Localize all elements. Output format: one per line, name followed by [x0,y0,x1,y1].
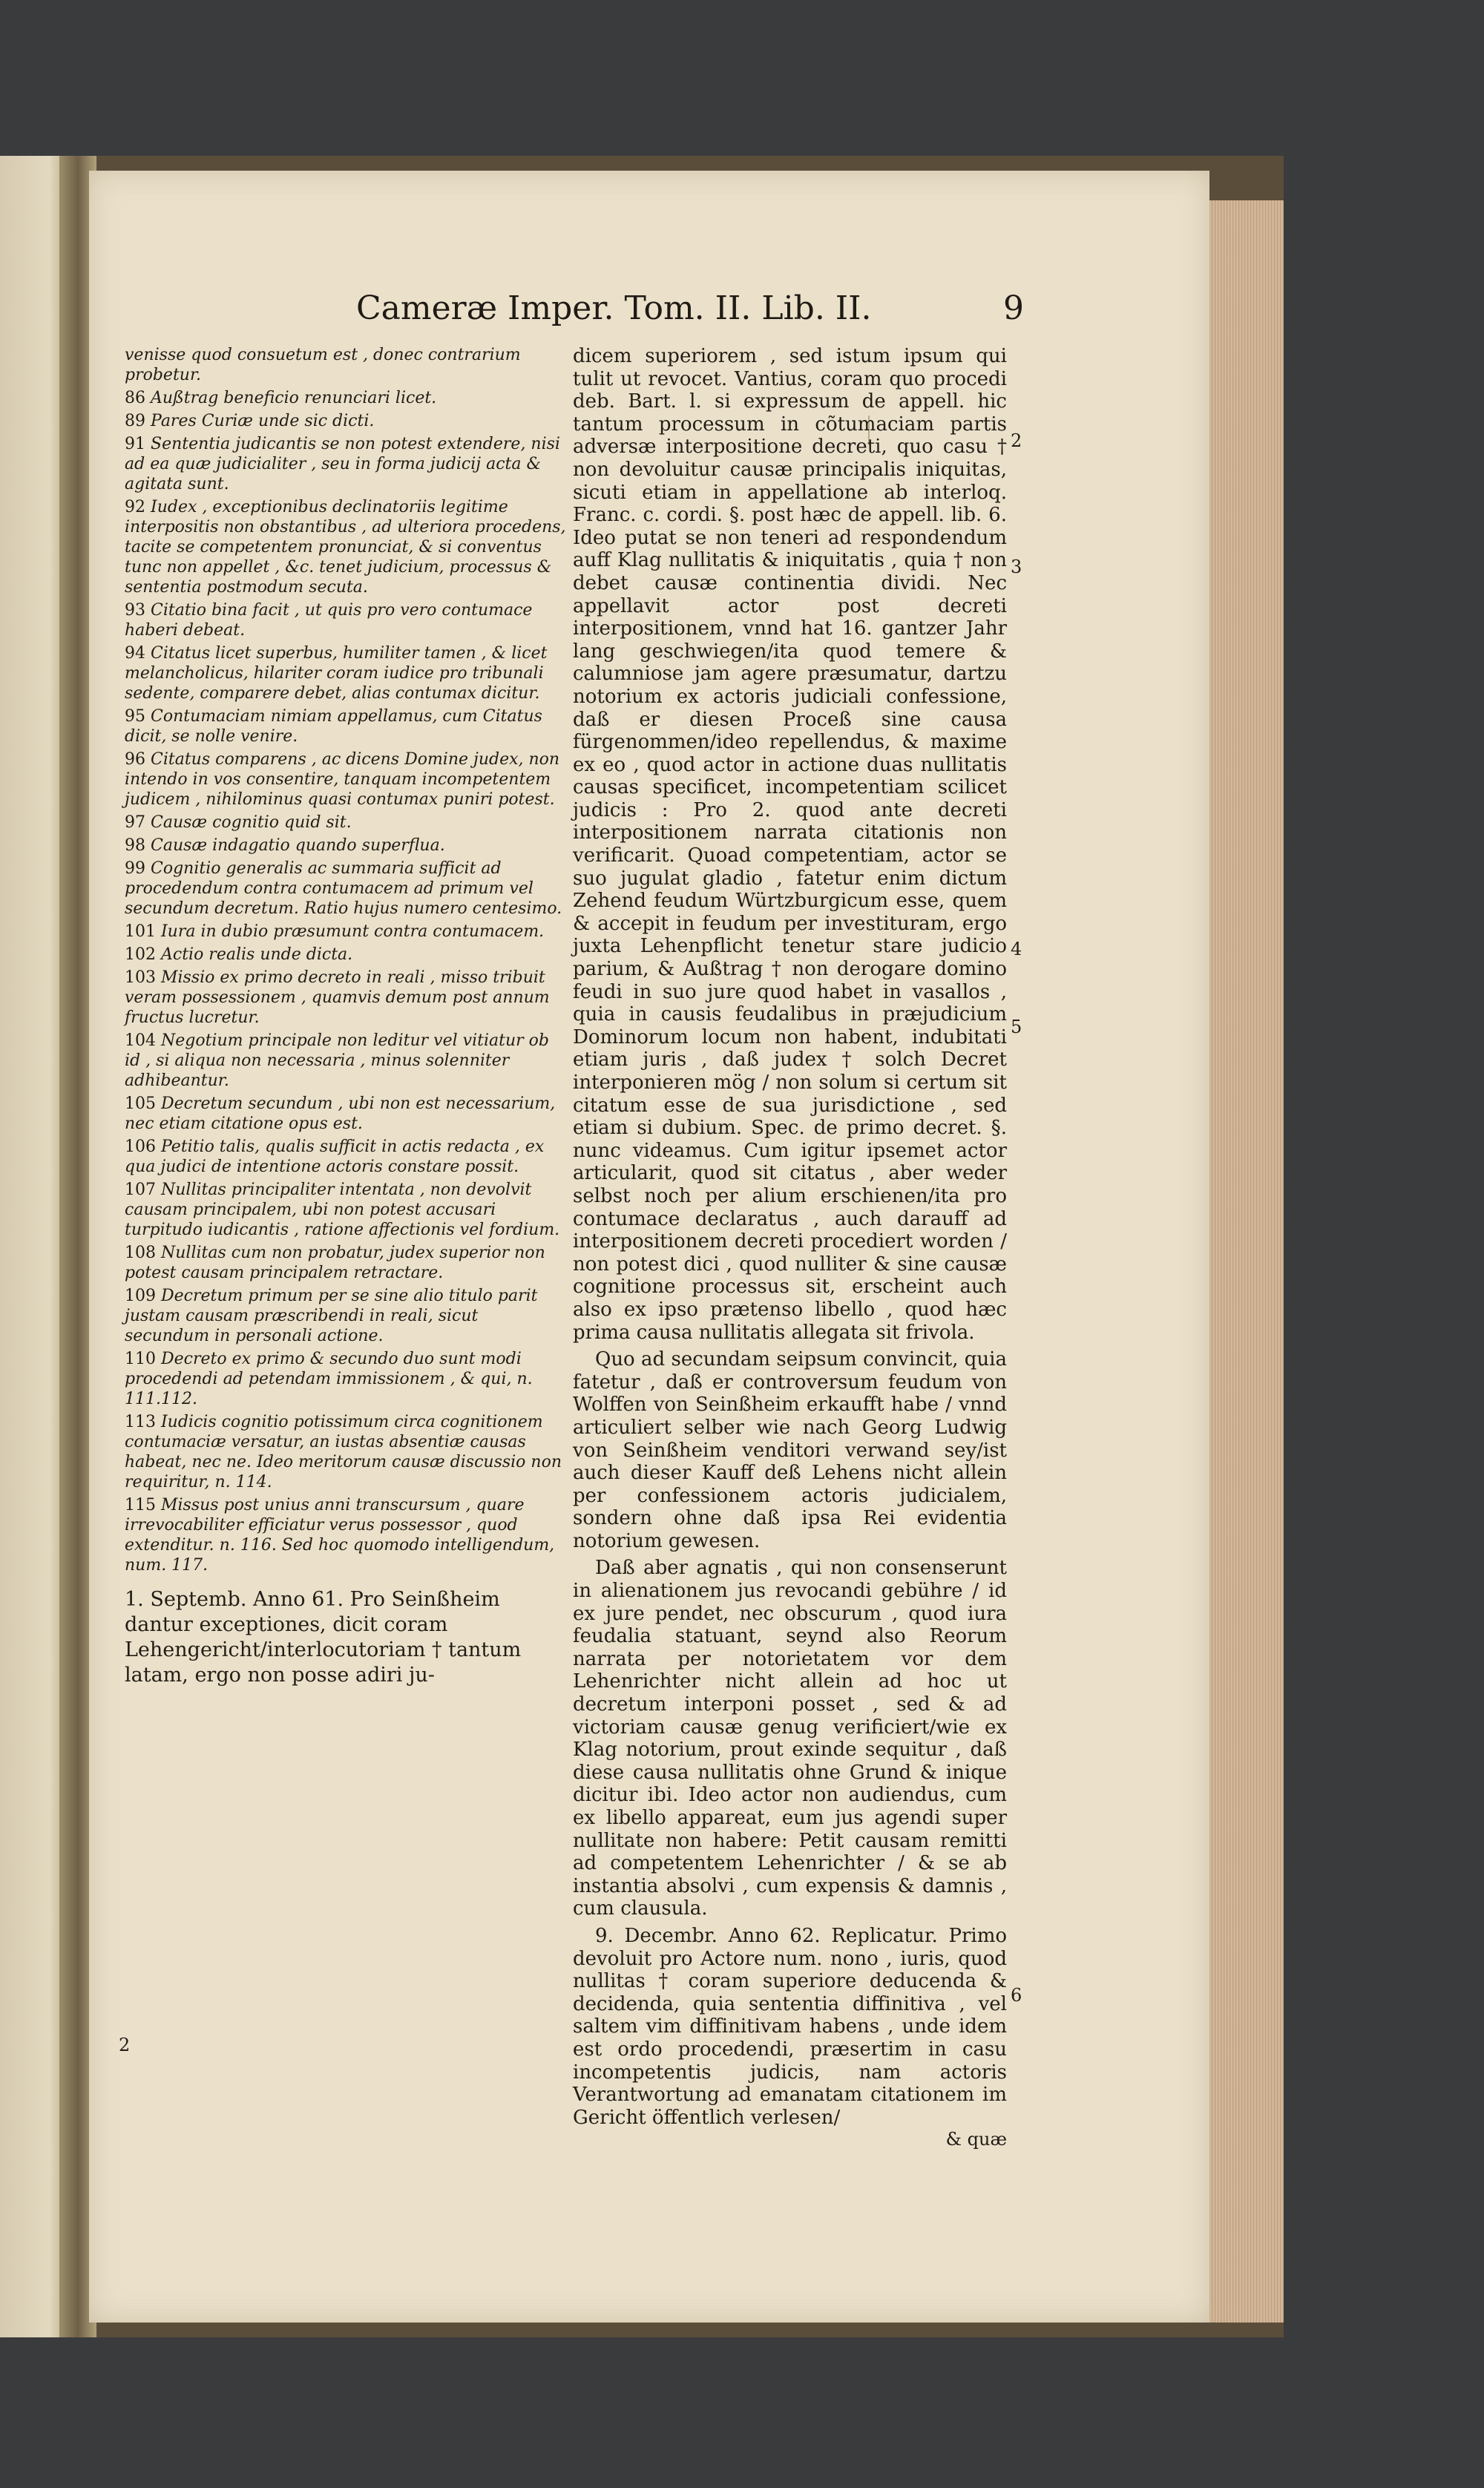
summary-entry-text: Contumaciam nimiam appellamus, cum Citatus dicit, se nolle venire. [125,707,542,746]
summary-entry [125,945,566,965]
summary-entry-text: Missio ex primo decreto in reali , misso tribuit veram possessionem , quamvis demum post annum fructus lucretur. [125,968,550,1027]
margin-numbers [1011,345,1040,2126]
margin-number: 4 [1011,939,1022,959]
summary-entry-text: Citatus comparens , ac dicens Domine judex, non intendo in vos consentire, tanquam incompetentem judicem , nihilominus quasi contumax puniri potest. [125,750,560,809]
summary-entry-number: 103 [125,968,161,987]
summary-entry-number: 105 [125,1094,161,1113]
summary-entry [125,1349,566,1409]
summary-entry [125,922,566,942]
summary-entry [125,1495,566,1575]
body-column [573,345,1007,2150]
summary-entry-text: Actio realis unde dicta. [160,945,353,964]
summary-entry-text: Iura in dubio præsumunt contra contumacem. [160,922,545,941]
summary-entry-text: Decretum primum per se sine alio titulo parit justam causam præscribendi in reali, sicut secundum in personali actione. [125,1287,538,1345]
body-paragraph: Daß aber agnatis , qui non consenserunt in alienationem jus revocandi gebühre / id ex jure pendet, nec obscurum , quod iura feudalia statuant, seynd also Reorum narrata per notorietatem vor dem Lehenrichter nicht allein ad hoc ut decretum interponi posset , sed & ad victoriam causæ genug verificiert/wie ex Klag notorium, prout exinde sequitur , daß diese causa nullitatis ohne Grund & inique dicitur ibi. Ideo actor non audiendus, cum ex libello appareat, eum jus agendi super nullitate non habere: Petit causam remitti ad competentem Lehenrichter / & se ab instantia absolvi , cum expensis & damnis , cum clausula. [573,1557,1007,1920]
summary-entry-text: Iudex , exceptionibus declinatoriis legitime interpositis non obstantibus , ad ulteriora procedens, tacite se competentem pronunciat, & si conventus tunc non appellet , &c. tenet judicium, processus & sententia postmodum secuta. [125,498,566,597]
summary-entry-text: Citatus licet superbus, humiliter tamen , & licet melancholicus, hilariter coram iudice pro tribunali sedente, comparere debet, alias contumax dicitur. [125,644,548,703]
page-fore-edge [1209,200,1284,2323]
summary-column [125,345,566,2052]
summary-entry [125,345,566,385]
summary-entry-number: 104 [125,1031,161,1050]
summary-entry [125,1137,566,1177]
summary-entry-number: 97 [125,813,151,832]
summary-entry-number: 96 [125,750,151,769]
summary-entry [125,1412,566,1492]
page-number: 9 [1003,289,1024,327]
body-paragraph: Quo ad secundam seipsum convincit, quia fatetur , daß er controversum feudum von Wolffen von Seinßheim erkaufft habe / vnnd articuliert selber wie nach Georg Ludwig von Seinßheim venditori verwand sey/ist auch dieser Kauff deß Lehens nicht allein per confessionem actoris judicialem, sondern ohne daß ipsa Rei evidentia notorium gewesen. [573,1348,1007,1552]
summary-entry [125,434,566,494]
summary-entry-number: 107 [125,1181,161,1199]
margin-number: 3 [1011,557,1022,577]
summary-entry-number: 92 [125,498,151,516]
summary-entry-text: Causæ cognitio quid sit. [151,813,352,832]
body-text [573,345,1007,2150]
summary-entry-text: Decreto ex primo & secundo duo sunt modi procedendi ad petendam immissionem , & qui, n. 111.112. [125,1350,533,1408]
summary-entry-number: 101 [125,922,161,941]
summary-entry-number: 106 [125,1138,161,1156]
left-margin-note: 2 [119,2035,131,2055]
summary-entry [125,1243,566,1283]
summary-entry-number: 99 [125,859,151,878]
catchword: & quæ [945,2129,1007,2150]
summary-entry [125,643,566,703]
summary-entry [125,813,566,833]
summary-entry-number: 113 [125,1413,161,1431]
summary-entry-text: venisse quod consuetum est , donec contrarium probetur. [125,346,521,384]
summary-entry-number: 94 [125,644,151,663]
summary-entry-text: Causæ indagatio quando superflua. [151,836,445,855]
summary-list [125,345,566,1575]
summary-entry-number: 109 [125,1287,161,1305]
margin-number: 2 [1011,430,1022,451]
summary-entry [125,749,566,810]
summary-entry-number: 102 [125,945,161,964]
summary-entry [125,706,566,746]
summary-entry-number: 108 [125,1244,161,1262]
summary-entry [125,1031,566,1091]
running-head-title: Cameræ Imper. Tom. II. Lib. II. [356,289,872,327]
summary-entry-number: 95 [125,707,151,726]
summary-entry-text: Pares Curiæ unde sic dicti. [151,412,375,430]
summary-entry-number: 93 [125,601,151,620]
body-paragraph: 9. Decembr. Anno 62. Replicatur. Primo devoluit pro Actore num. nono , iuris, quod nullitas † coram superiore deducenda & decidenda, quia sententia diffinitiva , vel saltem vim diffinitivam habens , unde idem est ordo procedendi, præsertim in casu incompetentis judicis, nam actoris Verantwortung ad emanatam citationem im Gericht öffentlich verlesen/ [573,1924,1007,2129]
summary-entry [125,968,566,1028]
margin-number: 5 [1011,1017,1022,1037]
margin-number: 6 [1011,1985,1022,2006]
summary-entry-text: Negotium principale non leditur vel vitiatur ob id , si aliqua non necessaria , minus solenniter adhibeantur. [125,1031,549,1090]
summary-entry-number: 98 [125,836,151,855]
summary-entry [125,600,566,640]
summary-entry-text: Petitio talis, qualis sufficit in actis redacta , ex qua judici de intentione actoris constare possit. [125,1138,545,1176]
summary-entry [125,388,566,408]
summary-entry-number: 115 [125,1496,161,1514]
summary-entry [125,497,566,597]
summary-entry-text: Missus post unius anni transcursum , quare irrevocabiliter efficiatur verus possessor , quod extenditur. n. 116. Sed hoc quomodo intelligendum, num. 117. [125,1496,555,1575]
summary-entry-text: Außtrag beneficio renunciari licet. [151,389,437,407]
summary-entry [125,411,566,431]
summary-entry-number: 91 [125,435,151,453]
summary-entry [125,1286,566,1346]
summary-entry-number: 86 [125,389,151,407]
body-paragraph: dicem superiorem , sed istum ipsum qui tulit ut revocet. Vantius, coram quo procedi deb. Bart. l. si expressum de appell. hic tantum processum in cõtumaciam partis adversæ interpositione decreti, quo casu † non devoluitur causæ principalis iniquitas, sicuti etiam in appellatione ab interloq. Franc. c. cordi. §. post hæc de appell. lib. 6. Ideo putat se non teneri ad respondendum auff Klag nullitatis & iniquitatis , quia † non debet causæ continentia dividi. Nec appellavit actor post decreti interpositionem, vnnd hat 16. gantzer Jahr lang geschwiegen/ita quod temere & calumniose jam agere præsumatur, dartzu notorium ex actoris judiciali confessione, daß er diesen Proceß sine causa fürgenommen/ideo repellendus, & maxime ex eo , quod actor in actione duas nullitatis causas specificet, incompetentiam scilicet judicis : Pro 2. quod ante decreti interpositionem narrata citationis non verificarit. Quoad competentiam, actor se suo jugulat gladio , fatetur enim dictum Zehend feudum Würtzburgicum esse, quem & accepit in feudum per investituram, ergo juxta Lehenpflicht tenetur stare judicio parium, & Außtrag † non derogare domino feudi in suo jure quod habet in vasallos , quia in causis feudalibus in præjudicium Dominorum locum non habent, indubitati etiam juris , daß judex † solch Decret interponieren mög / non solum si certum sit citatum esse de sua jurisdictione , sed etiam si dubium. Spec. de primo decret. §. nunc videamus. Cum igitur ipsemet actor articularit, quod sit citatus , aber weder selbst noch per alium erschienen/ita pro contumace declaratus , auch darauff ad interpositionem decreti procediert worden / non potest dici , quod nulliter & sine causæ cognitione processus sit, erscheint auch also ex ipso prætenso libello , quod hæc prima causa nullitatis allegata sit frivola. [573,345,1007,1344]
summary-entry-text: Nullitas principaliter intentata , non devolvit causam principalem, ubi non potest accusari turpitudo iudicantis , ratione affectionis vel fordium. [125,1181,560,1239]
summary-entry-text: Sententia judicantis se non potest extendere, nisi ad ea quæ judicialiter , seu in forma judicij acta & agitata sunt. [125,435,560,493]
summary-entry [125,836,566,856]
summary-entry-number: 110 [125,1350,161,1368]
summary-entry [125,1180,566,1240]
summary-entry-number: 89 [125,412,151,430]
summary-entry [125,1094,566,1134]
summary-entry-text: Iudicis cognitio potissimum circa cognitionem contumaciæ versatur, an iustas absentiæ causas habeat, nec ne. Ideo meritorum causæ discussio non requiritur, n. 114. [125,1413,562,1491]
summary-entry-text: Nullitas cum non probatur, judex superior non potest causam principalem retractare. [125,1244,545,1282]
summary-entry-text: Cognitio generalis ac summaria sufficit ad procedendum contra contumacem ad primum vel secundum decretum. Ratio hujus numero centesimo. [125,859,562,918]
left-paragraph: 1. Septemb. Anno 61. Pro Seinßheim dantur exceptiones, dicit coram Lehengericht/interlocutoriam † tantum latam, ergo non posse adiri ju- [125,1588,522,1687]
summary-entry-text: Citatio bina facit , ut quis pro vero contumace haberi debeat. [125,601,533,640]
summary-entry [125,859,566,919]
summary-entry-text: Decretum secundum , ubi non est necessarium, nec etiam citatione opus est. [125,1094,556,1133]
running-head [356,289,1024,334]
